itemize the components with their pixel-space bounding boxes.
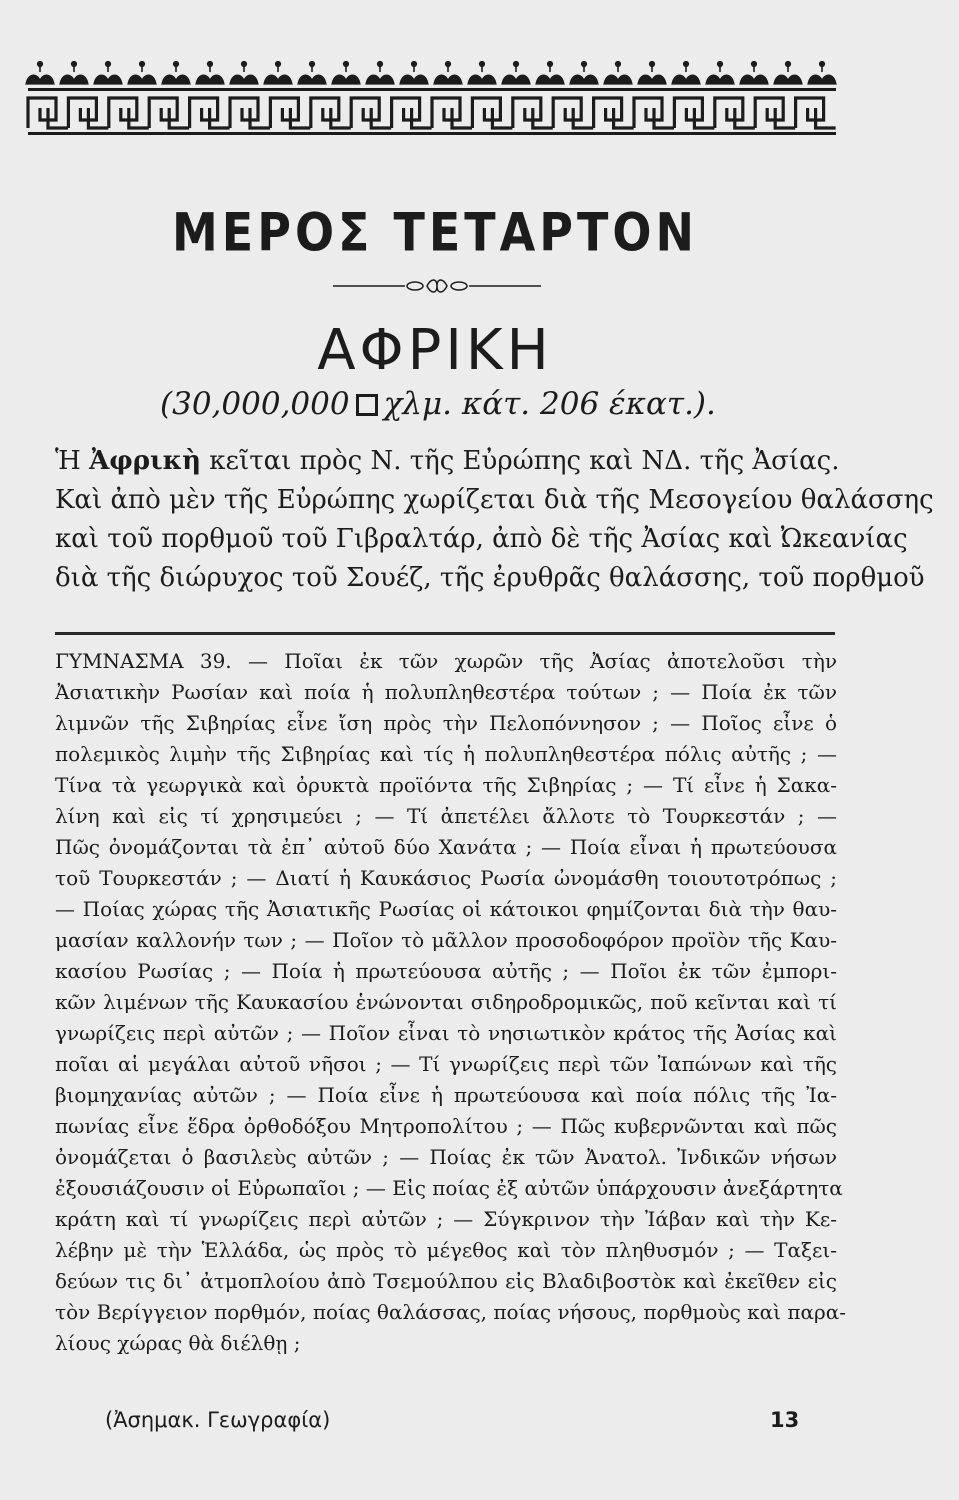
square-symbol-icon [356,394,378,416]
exercise-line: ὀνομάζεται ὁ βασιλεὺς αὐτῶν ; — Ποίας ἐκ τῶν Ἀνατολ. Ἰνδικῶν νήσων [55,1145,837,1169]
exercise-line: λίνη καὶ εἰς τί χρησιμεύει ; — Τί ἀπετέλει ἄλλοτε τὸ Τουρκεστάν ; — [55,804,837,828]
page-number: 13 [770,1408,800,1432]
intro-line: διὰ τῆς διώρυχος τοῦ Σουέζ, τῆς ἐρυθρᾶς θαλάσσης, τοῦ πορθμοῦ [55,563,925,593]
intro-first-rest: κεῖται πρὸς Ν. τῆς Εὐρώπης καὶ ΝΔ. τῆς Ἀσίας. [201,446,840,476]
exercise-line: πολεμικὸς λιμὴν τῆς Σιβηρίας καὶ τίς ἡ πολυπληθεστέρα πόλις αὐτῆς ; — [55,742,837,766]
exercise-line: λίους χώρας θὰ διέλθῃ ; [55,1331,301,1355]
exercise-line: ποῖαι αἱ μεγάλαι αὐτοῦ νῆσοι ; — Τί γνωρίζεις περὶ τῶν Ἰαπώνων καὶ τῆς [55,1052,837,1076]
exercise-line: δεύων τις δι᾽ ἀτμοπλοίου ἀπὸ Τσεμούλπου εἰς Βλαδιβοστὸκ καὶ ἐκεῖθεν εἰς [55,1269,837,1293]
decorative-header-ornament [28,56,836,142]
title-flourish-divider [333,278,541,294]
intro-line: Καὶ ἀπὸ μὲν τῆς Εὐρώπης χωρίζεται διὰ τῆς Μεσογείου θαλάσσης [55,485,934,515]
exercise-line: βιομηχανίας αὐτῶν ; — Ποία εἶνε ἡ πρωτεύουσα καὶ ποία πόλις τῆς Ἰα- [55,1083,837,1107]
area-statement [160,386,720,422]
exercise-line: ΓΥΜΝΑΣΜΑ 39. — Ποῖαι ἐκ τῶν χωρῶν τῆς Ἀσίας ἀποτελοῦσι τὴν [55,649,837,673]
intro-paragraph [55,442,934,598]
section-divider-rule [55,632,835,635]
exercise-line: Τίνα τὰ γεωργικὰ καὶ ὀρυκτὰ προϊόντα τῆς Σιβηρίας ; — Τί εἶνε ἡ Σακα- [55,773,837,797]
part-title: ΜΕΡΟΣ ΤΕΤΑΡΤΟΝ [172,200,698,264]
exercise-line: Ἀσιατικὴν Ρωσίαν καὶ ποία ἡ πολυπληθεστέρα τούτων ; — Ποία ἐκ τῶν [55,680,837,704]
exercise-line: λέβην μὲ τὴν Ἑλλάδα, ὡς πρὸς τὸ μέγεθος καὶ τὸν πληθυσμόν ; — Ταξει- [55,1238,837,1262]
area-value: (30,000,000 [160,386,350,422]
intro-line: καὶ τοῦ πορθμοῦ τοῦ Γιβραλτάρ, ἀπὸ δὲ τῆς Ἀσίας καὶ Ὠκεανίας [55,524,908,554]
exercise-paragraph [55,646,847,1359]
chapter-title: ΑΦΡΙΚΗ [317,318,553,383]
exercise-line: κῶν λιμένων τῆς Καυκασίου ἑνώνονται σιδηροδρομικῶς, ποῦ κεῖνται καὶ τί [55,990,837,1014]
exercise-line: γνωρίζεις περὶ αὐτῶν ; — Ποῖον εἶναι τὸ νησιωτικὸν κράτος τῆς Ἀσίας καὶ [55,1021,837,1045]
intro-line [55,442,840,481]
exercise-line: ἐξουσιάζουσιν οἱ Εὐρωπαῖοι ; — Εἰς ποίας ἐξ αὐτῶν ὑπάρχουσιν ἀνεξάρτητα [55,1176,843,1200]
exercise-line: — Ποίας χώρας τῆς Ἀσιατικῆς Ρωσίας οἱ κάτοικοι φημίζονται διὰ τὴν θαυ- [55,897,837,921]
exercise-line: κράτη καὶ τί γνωρίζεις περὶ αὐτῶν ; — Σύγκρινον τὴν Ἰάβαν καὶ τὴν Κε- [55,1207,837,1231]
exercise-line: Πῶς ὀνομάζονται τὰ ἐπ᾽ αὐτοῦ δύο Χανάτα ; — Ποία εἶναι ἡ πρωτεύουσα [55,835,837,859]
footer-source-note: (Ἀσημακ. Γεωγραφία) [105,1408,331,1432]
exercise-line: πωνίας εἶνε ἕδρα ὀρθοδόξου Μητροπολίτου ; — Πῶς κυβερνῶνται καὶ πῶς [55,1114,837,1138]
exercise-line: τὸν Βερίγγειον πορθμόν, ποίας θαλάσσας, ποίας νήσους, πορθμοὺς καὶ παρα- [55,1300,847,1324]
intro-prefix: Ἡ [55,446,90,476]
area-unit-population: χλμ. κάτ. 206 έκατ.). [383,386,716,422]
exercise-line: μασίαν καλλονήν των ; — Ποῖον τὸ μᾶλλον προσοδοφόρον προϊὸν τῆς Καυ- [55,928,837,952]
intro-bold-term: Ἀφρικὴ [89,446,202,476]
exercise-line: κασίου Ρωσίας ; — Ποία ἡ πρωτεύουσα αὐτῆς ; — Ποῖοι ἐκ τῶν ἐμπορι- [55,959,837,983]
exercise-line: λιμνῶν τῆς Σιβηρίας εἶνε ἴση πρὸς τὴν Πελοπόννησον ; — Ποῖος εἶνε ὁ [55,711,837,735]
exercise-line: τοῦ Τουρκεστάν ; — Διατί ἡ Καυκάσιος Ρωσία ὠνομάσθη τοιουτοτρόπως ; [55,866,837,890]
